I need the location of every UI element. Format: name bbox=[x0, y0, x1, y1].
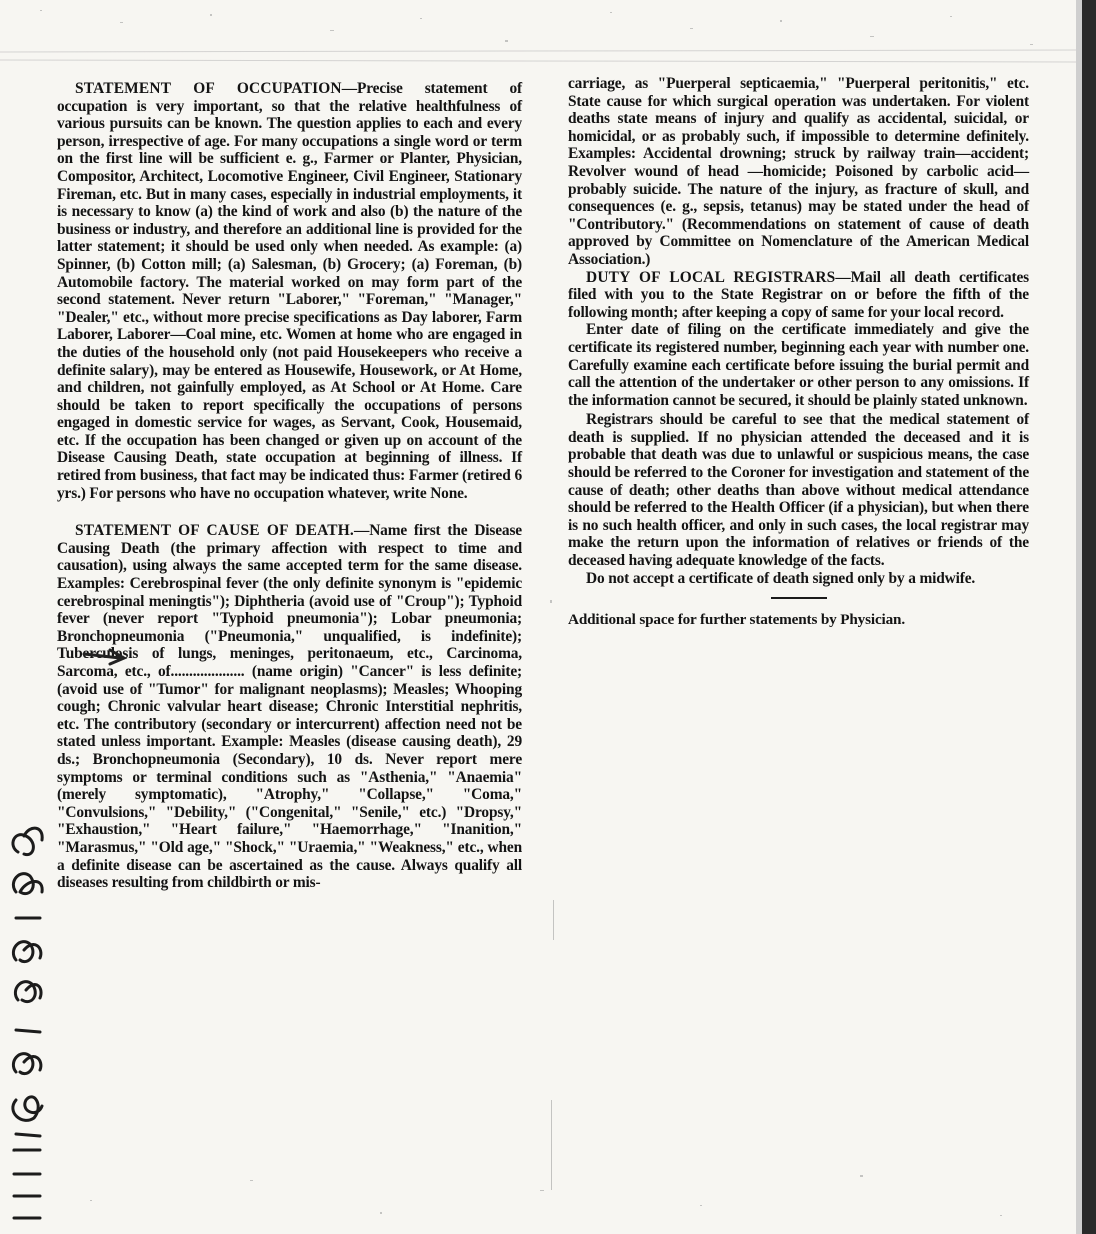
pen-mark-icon bbox=[80, 640, 130, 670]
cause-continued: carriage, as "Puerperal septicaemia," "Puerperal peritonitis," etc. State cause for which surgical operation was undertaken. For violent deaths state means of injury and qualify as accidental, suicidal, or homicidal, or as probably such, if impossible to determine definitely. Examples: Accidental drowning; struck by railway train—accident; Revolver wound of head —homicide; Poisoned by carbolic acid—probably suicide. The nature of the injury, as fracture of skull, and consequences (e. g., sepsis, tetanus) may be stated under the head of "Contributory." (Recommendations on statement of cause of death approved by Committee on Nomenclature of the American Medical Association.) bbox=[568, 75, 1029, 268]
midwife-paragraph: Do not accept a certificate of death signed only by a midwife. bbox=[586, 569, 976, 587]
spacer bbox=[57, 502, 522, 522]
occupation-text: —Precise statement of occupation is very important, so that the relative healthfulness of various pursuits can be known. The question applies to each and every person, irrespective of age. For many occupations a single word or term on the first line will be sufficient e. g., Farmer or Planter, Physician, Compositor, Architect, Locomotive Engineer, Civil Engineer, Stationary Fireman, etc. But in many cases, especially in industrial employments, it is necessary to know (a) the kind of work and also (b) the nature of the business or industry, and therefore an additional line is provided for the latter statement; it should be used only when needed. As example: (a) Spinner, (b) Cotton mill; (a) Salesman, (b) Grocery; (a) Foreman, (b) Automobile factory. The material worked on may form part of the second statement. Never return "Laborer," "Foreman," "Manager," "Dealer," etc., without more precise specifications as Day laborer, Farm Laborer, Laborer—Coal mine, etc. Women at home who are engaged in the duties of the household only (not paid Housekeepers who receive a definite salary), may be entered as Housewife, Housework, or At Home, and children, not gainfully employed, as At School or At Home. Care should be taken to report specifically the occupations of persons engaged in domestic service for wages, as Servant, Cook, Housemaid, etc. If the occupation has been changed or given up on account of the Disease Causing Death, state occupation at beginning of illness. If retired from business, that fact may be indicated thus: Farmer (retired 6 yrs.) For persons who have no occupation whatever, write None. bbox=[57, 80, 523, 502]
cause-paragraph bbox=[57, 522, 522, 891]
additional-space-label: Additional space for further statements by Physician. bbox=[568, 611, 906, 629]
filing-paragraph: Enter date of filing on the certificate immediately and give the certificate its registered number, beginning each year with number one. Carefully examine each certificate before issuing the burial permit and call the attention of the undertaker or other person to any omissions. If the information cannot be secured, it should be plainly stated unknown. bbox=[568, 321, 1029, 409]
cause-heading: STATEMENT OF CAUSE OF DEATH. bbox=[75, 522, 354, 540]
duty-heading: DUTY OF LOCAL REGISTRARS bbox=[586, 268, 836, 286]
duty-text: —Mail all death certificates filed with you to the State Registrar on or before the fifth of the following month; after keeping a copy of same for your local record. bbox=[568, 268, 1029, 321]
handwritten-margin-note bbox=[4, 800, 52, 1230]
cause-text: —Name first the Disease Causing Death (the primary affection with respect to time and causation), using always the same accepted term for the same disease. Examples: Cerebrospinal fever (the only definite synonym is "epidemic cerebrospinal meningtis"); Diphtheria (avoid use of "Croup"); Typhoid fever (never report "Typhoid pneumonia"); Lobar pneumonia; Bronchopneumonia ("Pneumonia," unqualified, is indefinite); Tuberculosis of lungs, meninges, peritonaeum, etc., Carcinoma, Sarcoma, etc., of.................... (name origin) "Cancer" is less definite; (avoid use of "Tumor" for malignant neoplasms); Measles; Whooping cough; Chronic valvular heart disease; Chronic Interstitial nephritis, etc. The contributory (secondary or intercurrent) affection need not be stated unless important. Example: Measles (disease causing death), 29 ds.; Bronchopneumonia (Secondary), 10 ds. Never report mere symptoms or terminal conditions such as "Asthenia," "Anaemia" (merely symptomatic), "Atrophy," "Collapse," "Coma," "Convulsions," "Debility," ("Congenital," "Senile," etc.) "Dropsy," "Exhaustion," "Heart failure," "Haemorrhage," "Inanition," "Marasmus," "Old age," "Shock," "Uraemia," "Weakness," etc., when a definite disease can be ascertained as the cause. Always qualify all diseases resulting from childbirth or mis- bbox=[57, 522, 522, 892]
divider-rule bbox=[771, 597, 827, 599]
registrars-paragraph: Registrars should be careful to see that the medical statement of death is supplied. If no physician attended the deceased and it is probable that death was due to unlawful or suspicious means, the case should be referred to the Coroner for investigation and statement of the cause of death; other deaths than above without medical attendance should be referred to the Health Officer (if a physician), but when there is no such health officer, and only in such cases, the local registrar may make the return upon the information of relatives or friends of the deceased having adequate knowledge of the facts. bbox=[568, 411, 1029, 570]
occupation-heading: STATEMENT OF OCCUPATION bbox=[75, 80, 342, 97]
occupation-paragraph bbox=[57, 80, 522, 502]
duty-paragraph bbox=[568, 269, 1029, 322]
right-column bbox=[568, 75, 1029, 629]
scan-edge bbox=[1082, 0, 1096, 1234]
left-column bbox=[57, 80, 522, 892]
